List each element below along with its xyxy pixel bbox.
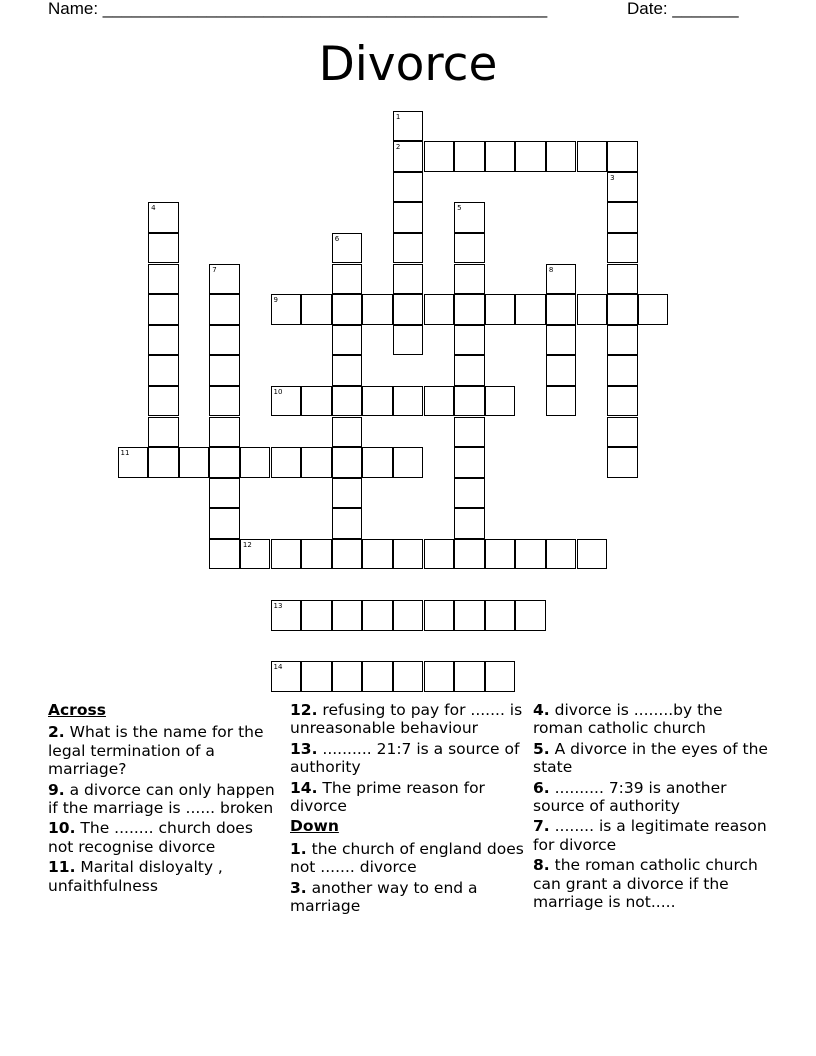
grid-cell[interactable] xyxy=(546,539,577,570)
grid-cell[interactable] xyxy=(148,447,179,478)
clue-heading: Down xyxy=(290,817,339,836)
grid-cell[interactable] xyxy=(209,508,240,539)
grid-cell[interactable] xyxy=(546,355,577,386)
grid-cell[interactable] xyxy=(209,386,240,417)
grid-cell[interactable] xyxy=(148,264,179,295)
clue-number: 11. xyxy=(48,858,76,877)
grid-cell[interactable] xyxy=(209,325,240,356)
grid-cell[interactable] xyxy=(332,600,363,631)
grid-cell[interactable] xyxy=(607,294,638,325)
clue-number: 13. xyxy=(290,739,318,758)
grid-cell[interactable] xyxy=(393,539,424,570)
grid-cell[interactable] xyxy=(515,600,546,631)
grid-cell[interactable] xyxy=(515,539,546,570)
grid-cell[interactable] xyxy=(362,447,393,478)
grid-cell[interactable] xyxy=(362,600,393,631)
grid-cell[interactable] xyxy=(546,325,577,356)
grid-cell[interactable] xyxy=(424,294,455,325)
grid-cell[interactable] xyxy=(577,294,608,325)
clue-text: the roman catholic church can grant a divorce if the marriage is not..... xyxy=(533,856,758,912)
grid-cell[interactable] xyxy=(393,447,424,478)
clue-item xyxy=(290,701,526,738)
clue-number-label: 11 xyxy=(120,449,130,458)
grid-cell[interactable] xyxy=(515,141,546,172)
clue-item xyxy=(533,779,773,816)
grid-cell[interactable] xyxy=(209,355,240,386)
grid-cell[interactable] xyxy=(148,294,179,325)
grid-cell[interactable] xyxy=(577,141,608,172)
clue-number-label: 14 xyxy=(273,663,283,672)
grid-cell[interactable] xyxy=(424,386,455,417)
clue-item xyxy=(48,723,280,778)
grid-cell[interactable] xyxy=(393,600,424,631)
grid-cell[interactable] xyxy=(485,386,516,417)
grid-cell[interactable] xyxy=(209,417,240,448)
clue-number-label: 8 xyxy=(548,265,554,274)
grid-cell[interactable] xyxy=(209,539,240,570)
grid-cell[interactable] xyxy=(454,447,485,478)
grid-cell[interactable] xyxy=(638,294,669,325)
clue-number: 12. xyxy=(290,701,318,719)
clue-number-label: 12 xyxy=(242,540,252,549)
grid-cell[interactable] xyxy=(301,600,332,631)
grid-cell[interactable] xyxy=(332,264,363,295)
grid-cell[interactable] xyxy=(454,294,485,325)
grid-cell[interactable] xyxy=(271,447,302,478)
grid-cell[interactable] xyxy=(393,294,424,325)
grid-cell[interactable] xyxy=(607,447,638,478)
grid-cell[interactable] xyxy=(515,294,546,325)
clue-text: divorce is ........by the roman catholic church xyxy=(533,701,723,738)
grid-cell[interactable] xyxy=(393,172,424,203)
clue-item xyxy=(533,740,773,777)
grid-cell[interactable] xyxy=(607,325,638,356)
grid-cell[interactable] xyxy=(424,141,455,172)
grid-cell[interactable] xyxy=(485,294,516,325)
grid-cell[interactable] xyxy=(454,539,485,570)
clue-item xyxy=(290,740,526,777)
grid-cell[interactable] xyxy=(209,294,240,325)
clue-text: another way to end a marriage xyxy=(290,878,478,916)
grid-cell[interactable] xyxy=(393,661,424,692)
grid-cell[interactable] xyxy=(424,661,455,692)
grid-cell[interactable] xyxy=(209,478,240,509)
name-field-line: Name: _______________________________________________ xyxy=(48,0,548,18)
grid-cell[interactable] xyxy=(454,508,485,539)
clue-number-label: 1 xyxy=(395,112,401,121)
clue-number: 4. xyxy=(533,701,550,719)
clue-number-label: 6 xyxy=(334,234,340,243)
grid-cell[interactable] xyxy=(546,294,577,325)
clue-number-label: 3 xyxy=(610,173,615,182)
grid-cell[interactable] xyxy=(454,600,485,631)
clue-number: 14. xyxy=(290,778,318,797)
grid-cell[interactable] xyxy=(454,661,485,692)
grid-cell[interactable] xyxy=(393,386,424,417)
grid-cell[interactable] xyxy=(393,202,424,233)
grid-cell[interactable] xyxy=(424,600,455,631)
grid-cell[interactable] xyxy=(454,386,485,417)
grid-cell[interactable] xyxy=(362,386,393,417)
grid-cell[interactable] xyxy=(454,325,485,356)
clue-text: The ........ church does not recognise divorce xyxy=(48,819,253,856)
grid-cell[interactable] xyxy=(607,386,638,417)
clue-number: 7. xyxy=(533,817,550,836)
grid-cell[interactable] xyxy=(607,355,638,386)
grid-cell[interactable] xyxy=(209,447,240,478)
grid-cell[interactable] xyxy=(607,264,638,295)
clue-number-label: 4 xyxy=(151,204,156,213)
grid-cell[interactable] xyxy=(454,264,485,295)
clue-text: .......... 7:39 is another source of authority xyxy=(533,778,727,816)
clue-text: the church of england does not ....... divorce xyxy=(290,839,524,877)
grid-cell[interactable] xyxy=(454,355,485,386)
grid-cell[interactable] xyxy=(301,539,332,570)
clue-item xyxy=(533,701,773,738)
grid-cell[interactable] xyxy=(332,294,363,325)
clue-text: refusing to pay for ....... is unreasonable behaviour xyxy=(290,701,523,738)
clue-text: a divorce can only happen if the marriage is ...... broken xyxy=(48,780,275,818)
puzzle-title: Divorce xyxy=(318,37,498,92)
grid-cell[interactable] xyxy=(148,386,179,417)
clues-column-3 xyxy=(533,701,773,913)
clue-number: 8. xyxy=(533,856,550,875)
clue-number-label: 7 xyxy=(212,265,217,274)
clue-number-label: 13 xyxy=(273,602,283,611)
clue-text: ........ is a legitimate reason for divorce xyxy=(533,817,767,854)
clue-number-label: 5 xyxy=(457,204,462,213)
grid-cell[interactable] xyxy=(454,141,485,172)
clue-number-label: 10 xyxy=(273,387,283,396)
grid-cell[interactable] xyxy=(424,539,455,570)
grid-cell[interactable] xyxy=(148,325,179,356)
grid-cell[interactable] xyxy=(240,447,271,478)
grid-cell[interactable] xyxy=(485,661,516,692)
grid-cell[interactable] xyxy=(362,539,393,570)
clue-item xyxy=(533,856,773,911)
grid-cell[interactable] xyxy=(332,539,363,570)
clue-item xyxy=(48,858,280,895)
grid-cell[interactable] xyxy=(332,478,363,509)
clue-text: What is the name for the legal termination of a marriage? xyxy=(48,723,264,779)
grid-cell[interactable] xyxy=(485,600,516,631)
grid-cell[interactable] xyxy=(148,233,179,264)
clue-item xyxy=(290,879,526,916)
grid-cell[interactable] xyxy=(271,539,302,570)
clue-number: 3. xyxy=(290,878,307,897)
grid-cell[interactable] xyxy=(393,325,424,356)
clue-number: 5. xyxy=(533,739,550,758)
grid-cell[interactable] xyxy=(332,417,363,448)
clue-text: Marital disloyalty , unfaithfulness xyxy=(48,858,223,895)
clue-number-label: 2 xyxy=(395,143,401,152)
clue-number: 2. xyxy=(48,723,65,742)
grid-cell[interactable] xyxy=(332,355,363,386)
clue-text: The prime reason for divorce xyxy=(290,778,485,816)
grid-cell[interactable] xyxy=(148,417,179,448)
clue-item xyxy=(533,817,773,854)
grid-cell[interactable] xyxy=(148,355,179,386)
grid-cell[interactable] xyxy=(607,202,638,233)
grid-cell[interactable] xyxy=(301,294,332,325)
grid-cell[interactable] xyxy=(485,141,516,172)
clue-text: A divorce in the eyes of the state xyxy=(533,739,768,777)
clue-item xyxy=(290,779,526,816)
grid-cell[interactable] xyxy=(485,539,516,570)
clue-item xyxy=(48,819,280,856)
grid-cell[interactable] xyxy=(332,447,363,478)
clues-column-1 xyxy=(48,701,280,897)
grid-cell[interactable] xyxy=(454,233,485,264)
clues-column-2 xyxy=(290,701,526,917)
clue-number-label: 9 xyxy=(273,296,278,305)
grid-cell[interactable] xyxy=(546,386,577,417)
grid-cell[interactable] xyxy=(393,233,424,264)
grid-cell[interactable] xyxy=(332,386,363,417)
clue-item xyxy=(290,840,526,877)
grid-cell[interactable] xyxy=(332,325,363,356)
grid-cell[interactable] xyxy=(362,294,393,325)
grid-cell[interactable] xyxy=(607,233,638,264)
grid-cell[interactable] xyxy=(607,417,638,448)
clue-number: 1. xyxy=(290,839,307,858)
clue-number: 6. xyxy=(533,778,550,797)
grid-cell[interactable] xyxy=(362,661,393,692)
grid-cell[interactable] xyxy=(546,141,577,172)
grid-cell[interactable] xyxy=(454,417,485,448)
grid-cell[interactable] xyxy=(301,386,332,417)
clue-number: 10. xyxy=(48,819,76,838)
grid-cell[interactable] xyxy=(179,447,210,478)
date-field-line: Date: _______ xyxy=(627,0,739,18)
grid-cell[interactable] xyxy=(607,141,638,172)
clue-text: .......... 21:7 is a source of authority xyxy=(290,739,520,777)
grid-cell[interactable] xyxy=(332,661,363,692)
clue-heading: Across xyxy=(48,701,106,719)
grid-cell[interactable] xyxy=(332,508,363,539)
grid-cell[interactable] xyxy=(577,539,608,570)
grid-cell[interactable] xyxy=(301,447,332,478)
grid-cell[interactable] xyxy=(301,661,332,692)
clue-item xyxy=(48,781,280,818)
grid-cell[interactable] xyxy=(393,264,424,295)
clue-number: 9. xyxy=(48,780,65,799)
grid-cell[interactable] xyxy=(454,478,485,509)
